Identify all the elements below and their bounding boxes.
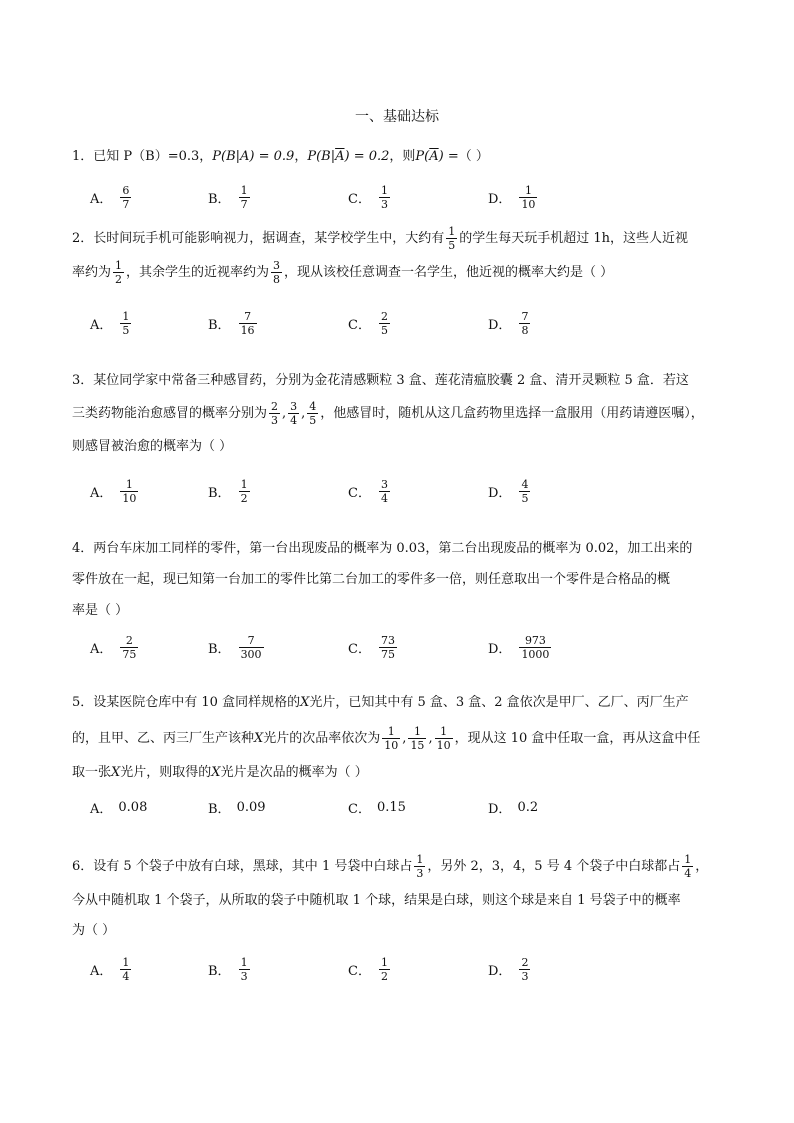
question-4-options	[90, 632, 690, 662]
question-1	[72, 142, 732, 172]
fraction: $\frac{3}{4}$	[290, 400, 298, 427]
option-b[interactable]: B． $\frac{1}{3}$	[208, 955, 248, 983]
option-c[interactable]: C． $\frac{2}{5}$	[348, 309, 388, 337]
section-title: 一、基础达标	[355, 109, 439, 125]
question-3-options	[90, 476, 690, 506]
option-c[interactable]: C． $\frac{3}{4}$	[348, 477, 388, 505]
fraction: $\frac{6}{7}$	[122, 183, 130, 211]
fraction: $\frac{2}{75}$	[122, 633, 137, 661]
fraction: $\frac{1}{10}$	[384, 725, 399, 752]
option-a[interactable]: A． $\frac{1}{5}$	[90, 309, 130, 337]
expr-p-b-given-not-a: $P(B|\overline{A}) = 0.2$	[307, 149, 390, 164]
question-3	[72, 366, 732, 462]
option-c[interactable]: C． $\frac{73}{75}$	[348, 633, 395, 661]
fraction: $\frac{1}{3}$	[416, 853, 424, 880]
option-d[interactable]: D． $\frac{7}{8}$	[488, 309, 529, 337]
question-5-options	[90, 792, 690, 822]
question-3-line-1: 3．某位同学家中常备三种感冒药，分别为金花清感颗粒 3 盒、莲花清瘟胶囊 2 盒、清开灵颗粒 5 盒．若这	[72, 373, 689, 388]
option-a[interactable]: A． $\frac{1}{10}$	[90, 477, 137, 505]
fraction: $\frac{1}{5}$	[122, 309, 130, 337]
question-6	[72, 852, 732, 946]
option-b[interactable]: B． $\frac{1}{7}$	[208, 183, 248, 211]
fraction: $\frac{1}{5}$	[448, 225, 456, 252]
fraction: $\frac{7}{8}$	[521, 309, 529, 337]
option-a[interactable]: A． $\frac{1}{4}$	[90, 955, 130, 983]
fraction: $\frac{1}{3}$	[380, 183, 388, 211]
option-a[interactable]: A． 0.08	[90, 799, 148, 817]
fraction: $\frac{4}{5}$	[521, 477, 529, 505]
fraction: $\frac{1}{4}$	[684, 853, 692, 880]
expr-p-not-a: $P(\overline{A})$ =	[415, 149, 459, 164]
fraction: $\frac{1}{10}$	[521, 183, 536, 211]
option-d[interactable]: D． $\frac{1}{10}$	[488, 183, 536, 211]
fraction: $\frac{1}{3}$	[240, 955, 248, 983]
fraction: $\frac{7}{300}$	[240, 633, 262, 661]
question-3-line-2: 三类药物能治愈感冒的概率分别为 $\frac{2}{3}$ , $\frac{3}{4}$ , $\frac{4}{5}$ ，他感冒时，随机从这几盒药物里选择一盒服用（用药请遵医嘱），	[72, 400, 704, 427]
fraction: $\frac{1}{10}$	[436, 725, 451, 752]
fraction: $\frac{4}{5}$	[309, 400, 317, 427]
question-1-line-1: 1．已知 P（B）=0.3，P(B|A) = 0.9，$P(B|\overline{A}) = 0.2$，则$P(\overline{A})$ =（ ）	[72, 149, 489, 164]
question-2-options	[90, 308, 690, 338]
fraction: $\frac{1}{15}$	[410, 725, 425, 752]
question-3-line-3: 则感冒被治愈的概率为（ ）	[72, 439, 233, 454]
fraction: $\frac{2}{3}$	[271, 400, 279, 427]
option-a[interactable]: A． $\frac{6}{7}$	[90, 183, 130, 211]
fraction: $\frac{1}{2}$	[380, 955, 388, 983]
question-4-line-1: 4．两台车床加工同样的零件，第一台出现废品的概率为 0.03，第二台出现废品的概率为 0.02，加工出来的	[72, 541, 693, 556]
question-6-line-1: 6．设有 5 个袋子中放有白球，黑球，其中 1 号袋中白球占 $\frac{1}{3}$ ，另外 2，3，4，5 号 4 个袋子中白球都占 $\frac{1}{4}$ ，	[72, 853, 709, 880]
option-c[interactable]: C． $\frac{1}{2}$	[348, 955, 388, 983]
option-a[interactable]: A． $\frac{2}{75}$	[90, 633, 137, 661]
fraction: $\frac{1}{2}$	[115, 259, 123, 286]
question-4-line-2: 零件放在一起，现已知第一台加工的零件比第二台加工的零件多一倍，则任意取出一个零件是合格品的概	[72, 572, 671, 587]
option-b[interactable]: B． $\frac{7}{300}$	[208, 633, 262, 661]
question-6-line-2: 今从中随机取 1 个袋子，从所取的袋子中随机取 1 个球，结果是白球，则这个球是来自 1 号袋子中的概率	[72, 893, 681, 908]
fraction: $\frac{3}{4}$	[380, 477, 388, 505]
fraction: $\frac{1}{7}$	[240, 183, 248, 211]
question-5	[72, 688, 732, 788]
option-b[interactable]: B． $\frac{7}{16}$	[208, 309, 255, 337]
question-5-line-3: 取一张X光片，则取得的X光片是次品的概率为（ ）	[72, 765, 368, 780]
fraction: $\frac{973}{1000}$	[521, 633, 550, 661]
option-b[interactable]: B． 0.09	[208, 799, 266, 817]
fraction: $\frac{1}{2}$	[240, 477, 248, 505]
question-5-line-1: 5．设某医院仓库中有 10 盒同样规格的X光片，已知其中有 5 盒、3 盒、2 盒依次是甲厂、乙厂、丙厂生产	[72, 695, 689, 710]
option-d[interactable]: D． 0.2	[488, 799, 539, 817]
fraction: $\frac{3}{8}$	[273, 259, 281, 286]
option-b[interactable]: B． $\frac{1}{2}$	[208, 477, 248, 505]
question-2-line-2: 率约为 $\frac{1}{2}$ ，其余学生的近视率约为 $\frac{3}{8}$ ，现从该校任意调查一名学生，他近视的概率大约是（ ）	[72, 259, 614, 286]
fraction: $\frac{73}{75}$	[380, 633, 395, 661]
question-6-options	[90, 954, 690, 984]
fraction: $\frac{1}{10}$	[122, 477, 137, 505]
question-2	[72, 224, 732, 288]
fraction: $\frac{1}{4}$	[122, 955, 130, 983]
fraction: $\frac{2}{5}$	[380, 309, 388, 337]
expr-p-b-given-a: P(B|A) = 0.9	[212, 149, 295, 164]
option-d[interactable]: D． $\frac{4}{5}$	[488, 477, 529, 505]
question-1-options	[90, 182, 690, 212]
question-4	[72, 534, 732, 626]
question-5-line-2: 的，且甲、乙、丙三厂生产该种X光片的次品率依次为 $\frac{1}{10}$ , $\frac{1}{15}$ , $\frac{1}{10}$ ，现从这 10 盒中任取一盒，再从这盒中任	[72, 725, 701, 752]
question-4-line-3: 率是（ ）	[72, 603, 129, 618]
option-c[interactable]: C． $\frac{1}{3}$	[348, 183, 388, 211]
question-6-line-3: 为（ ）	[72, 923, 116, 938]
question-2-line-1: 2．长时间玩手机可能影响视力，据调查，某学校学生中，大约有 $\frac{1}{5}$ 的学生每天玩手机超过 1h，这些人近视	[72, 225, 689, 252]
fraction: $\frac{7}{16}$	[240, 309, 255, 337]
fraction: $\frac{2}{3}$	[521, 955, 529, 983]
option-d[interactable]: D． $\frac{973}{1000}$	[488, 633, 550, 661]
option-d[interactable]: D． $\frac{2}{3}$	[488, 955, 529, 983]
option-c[interactable]: C． 0.15	[348, 799, 406, 817]
